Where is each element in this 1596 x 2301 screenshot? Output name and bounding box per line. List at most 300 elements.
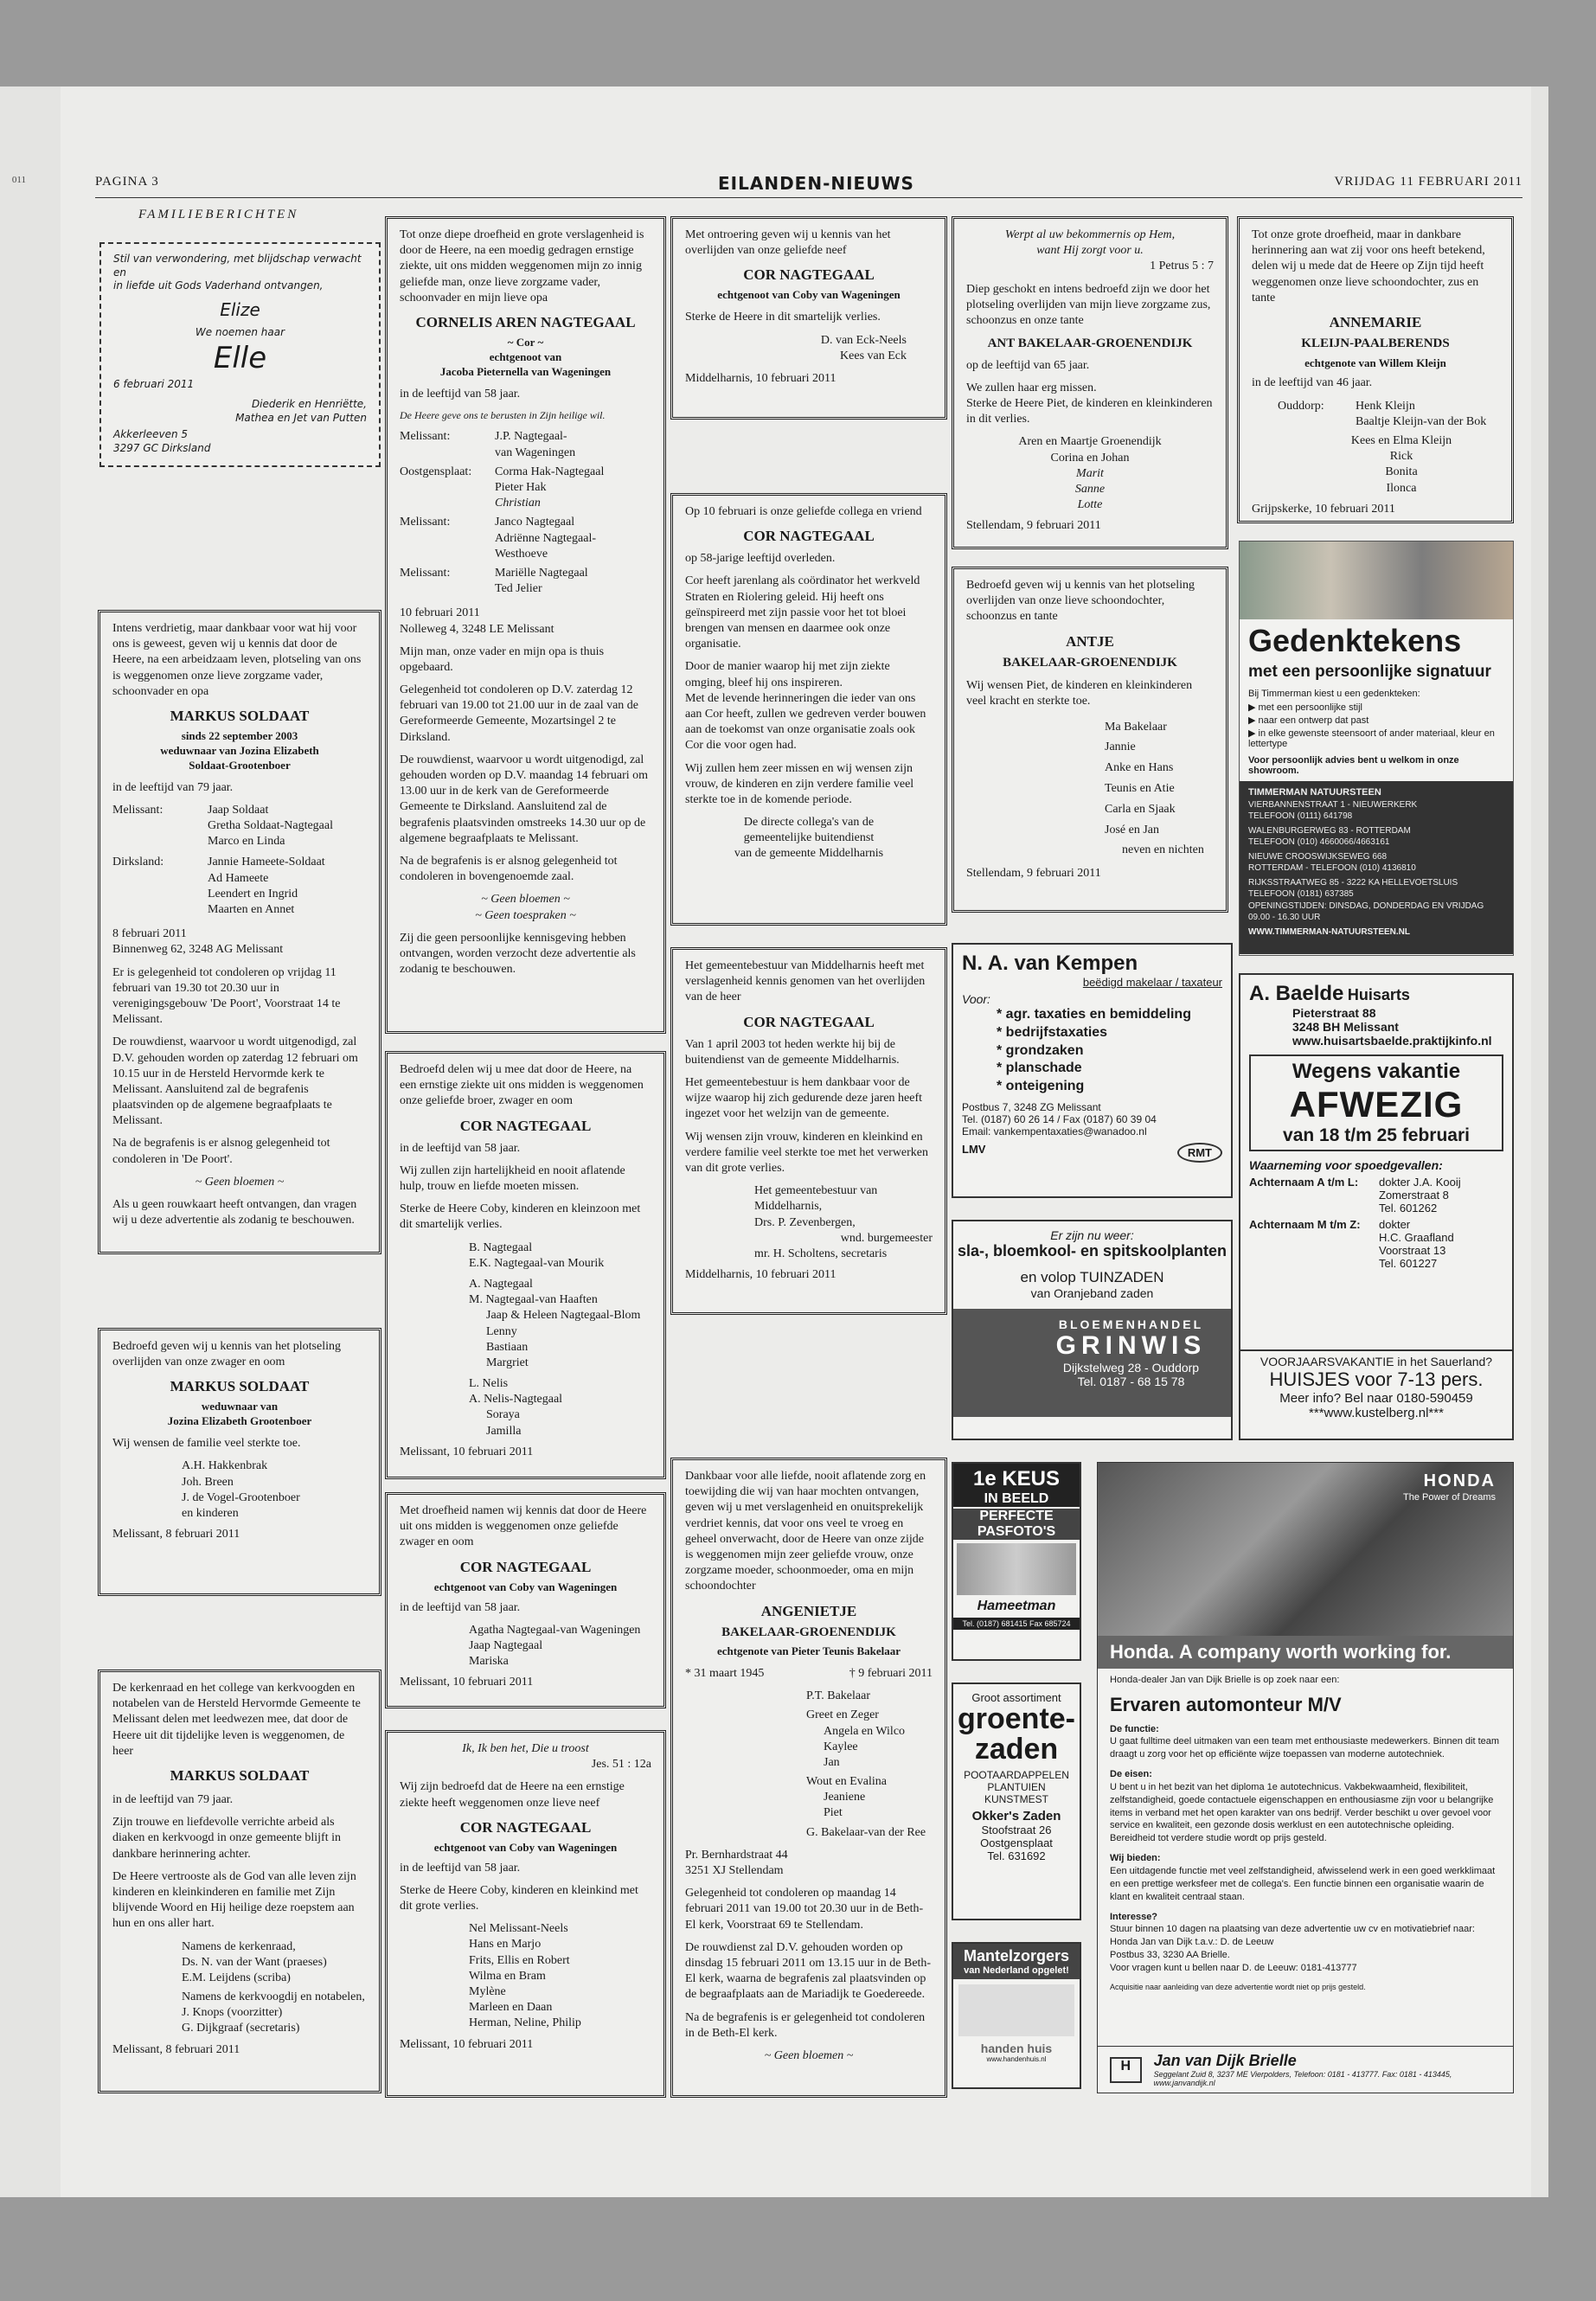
- age: in de leeftijd van 58 jaar.: [400, 387, 521, 401]
- address: 3297 GC Dirksland: [113, 441, 211, 454]
- signatory: B. Nagtegaal: [469, 1240, 533, 1254]
- date: Melissant, 10 februari 2011: [400, 1676, 534, 1689]
- notice: Als u geen rouwkaart heeft ontvangen, dan vragen wij u deze advertentie als zodanig te beschouwen.: [112, 1198, 357, 1227]
- no-flowers: ~ Geen bloemen ~: [195, 1175, 285, 1189]
- date: 8 februari 2011: [112, 927, 187, 941]
- signatory: van de gemeente Middelharnis: [734, 847, 884, 861]
- obituary-bakelaar-family: [670, 1458, 947, 2098]
- tribute: Door de manier waarop hij met zijn ziekte omging, bleef hij ons inspireren.: [685, 660, 890, 689]
- replacement-label: Waarneming voor spoedgevallen:: [1249, 1158, 1443, 1172]
- relative: Ted Jelier: [495, 582, 542, 596]
- signatory: mr. H. Scholtens, secretaris: [754, 1247, 888, 1260]
- verse: Werpt al uw bekommernis op Hem,: [1004, 228, 1176, 241]
- wish: Sterke de Heere Coby, kinderen en kleinzoon met dit smartelijk verlies.: [400, 1202, 641, 1232]
- address: Pieterstraat 88: [1292, 1006, 1376, 1020]
- relative: Ad Hameete: [208, 871, 269, 885]
- signatory: Soraya: [486, 1408, 520, 1422]
- age: op 58-jarige leeftijd overleden.: [685, 552, 836, 566]
- signatory: Namens de kerkenraad,: [182, 1939, 296, 1953]
- no-speeches: ~ Geen toespraken ~: [475, 908, 576, 922]
- phone: TELEFOON (0111) 641798: [1248, 811, 1353, 822]
- wish: Wij zullen hem zeer missen en wij wensen zijn vrouw, de kinderen en zijn verdere familie veel sterkte toe in de komende periode.: [685, 761, 914, 806]
- product: KUNSTMEST: [984, 1793, 1048, 1806]
- intro-text: Intens verdrietig, maar dankbaar voor wat hij voor ons is geweest, geven wij u kennis dat door de Heere, na een arbeidzaam leven, plotseling van ons is weggenomen onze lieve zorgzame vader, schoonvader en opa: [112, 622, 362, 698]
- address: Stoofstraat 26: [981, 1823, 1052, 1837]
- deceased-name: ANGENIETJE: [760, 1602, 857, 1619]
- signatory: A.H. Hakkenbrak: [182, 1459, 268, 1473]
- relative: Adriënne Nagtegaal-: [495, 531, 596, 545]
- signatory: Kees van Eck: [840, 349, 907, 362]
- relative: Gretha Soldaat-Nagtegaal: [208, 819, 333, 833]
- service-info: De rouwdienst, waarvoor u wordt uitgenodigd, zal D.V. gehouden worden op zaterdag 12 februari om 10.15 uur in de Hersteld Hervormde kerk te Melissant. Aansluitend zal de begrafenis plaatsvinden op de algemene begraafplaats te Melissant.: [112, 1035, 358, 1128]
- brand-name: Hameetman: [977, 1599, 1056, 1613]
- ad-text: Honda-dealer Jan van Dijk Brielle is op zoek naar een:: [1110, 1675, 1340, 1685]
- ad-text: VOORJAARSVAKANTIE in het Sauerland?: [1259, 1355, 1493, 1368]
- age: in de leeftijd van 58 jaar.: [400, 1141, 521, 1155]
- address: Akkerleeven 5: [113, 428, 189, 441]
- date: Melissant, 10 februari 2011: [400, 1445, 534, 1458]
- phone: Meer info? Bel naar 0180-590459: [1279, 1391, 1473, 1406]
- phone: Tel. (0187) 60 26 14 / Fax (0187) 60 39 04: [962, 1112, 1157, 1125]
- phone: Tel. 631692: [987, 1849, 1046, 1863]
- ad-text: Er zijn nu weer:: [1050, 1228, 1134, 1242]
- intro-text: Met ontroering geven wij u kennis van het overlijden van onze geliefde neef: [685, 228, 891, 258]
- deceased-name: MARKUS SOLDAAT: [170, 1378, 310, 1395]
- no-flowers: ~ Geen bloemen ~: [481, 893, 570, 907]
- deceased-name: COR NAGTEGAAL: [459, 1117, 592, 1134]
- date: Grijpskerke, 10 februari 2011: [1252, 502, 1395, 516]
- ad-pasfotos: [952, 1462, 1081, 1661]
- signatory: Herman, Neline, Philip: [469, 2016, 581, 2030]
- relative: Janco Nagtegaal: [495, 516, 575, 529]
- ad-bullet: naar een ontwerp dat past: [1258, 715, 1369, 726]
- parents: Mathea en Jet van Putten: [235, 411, 367, 424]
- intro-text: Bedroefd geven wij u kennis van het plotseling overlijden van onze zwager en oom: [112, 1340, 341, 1369]
- obituary-nagtegaal-siblings: [385, 1051, 666, 1479]
- condolence-info: Er is gelegenheid tot condoleren op vrijdag 11 februari van 19.30 tot 20.30 uur in verenigingsgebouw 'De Poort', Voorstraat 14 te Melissant.: [112, 965, 341, 1027]
- signatory: Frits, Ellis en Robert: [469, 1953, 570, 1967]
- signatory: Lenny: [486, 1324, 517, 1338]
- relative: Pieter Hak: [495, 481, 547, 495]
- wish: Wij wensen Piet, de kinderen en kleinkinderen veel kracht en sterkte toe.: [966, 679, 1193, 708]
- phone: Tel. 601227: [1379, 1257, 1438, 1270]
- birth-line: in liefde uit Gods Vaderhand ontvangen,: [113, 279, 324, 292]
- signatory: neven en nichten: [1122, 843, 1204, 857]
- age: in de leeftijd van 79 jaar.: [112, 1793, 234, 1807]
- signatory: Lotte: [1077, 498, 1103, 512]
- wish: Sterke de Heere Piet, de kinderen en kleinkinderen in dit verlies.: [966, 397, 1213, 426]
- tribute: We zullen haar erg missen.: [966, 381, 1097, 394]
- signatory: Namens de kerkvoogdij en notabelen,: [182, 1990, 365, 2004]
- notice: Zij die geen persoonlijke kennisgeving hebben ontvangen, worden verzocht deze advertentie als zodanig te beschouwen.: [400, 931, 636, 977]
- deceased-name: COR NAGTEGAAL: [459, 1558, 592, 1575]
- brand-name: handen huis: [980, 2041, 1053, 2055]
- address: Nolleweg 4, 3248 LE Melissant: [400, 622, 554, 636]
- intro-text: Bedroefd delen wij u mee dat door de Heere, na een ernstige ziekte uit ons midden is weggenomen onze geliefde broer, zwager en oom: [400, 1063, 644, 1108]
- age: in de leeftijd van 58 jaar.: [400, 1861, 521, 1875]
- relative: Marco en Linda: [208, 835, 285, 849]
- intro-text: Het gemeentebestuur van Middelharnis heeft met verslagenheid kennis genomen van het overlijden van de heer: [685, 959, 926, 1004]
- masthead: EILANDEN-NIEUWS: [718, 173, 914, 194]
- email: Email: vankempentaxaties@wanadoo.nl: [962, 1125, 1147, 1138]
- relative: J.P. Nagtegaal-: [495, 430, 567, 444]
- phone: Tel. 0187 - 68 15 78: [1077, 1375, 1185, 1388]
- signatory: Agatha Nagtegaal-van Wageningen: [469, 1623, 641, 1637]
- lmv-logo: LMV: [962, 1142, 986, 1156]
- parents: Diederik en Henriëtte,: [251, 398, 367, 411]
- detail-line: Soldaat-Grootenboer: [189, 758, 291, 772]
- relative: Henk Kleijn: [1356, 399, 1415, 413]
- obituary-soldaat-church: [98, 1670, 381, 2093]
- ad-text: Een uitdagende functie met veel zelfstandigheid, afwisselend werk in een goed werkklimaat en een prettige werksfeer met de collega's. Een functie binnen een organisatie waarin de klant en kwaliteit centraal staan.: [1110, 1865, 1496, 1902]
- brand-name: TIMMERMAN NATUURSTEEN: [1248, 787, 1381, 798]
- ad-headline: zaden: [974, 1733, 1059, 1766]
- signatory: Drs. P. Zevenbergen,: [754, 1215, 856, 1229]
- obituary-nagtegaal-cousins: [385, 1730, 666, 2098]
- section-title: FAMILIEBERICHTEN: [138, 208, 299, 221]
- signatory: Angela en Wilco: [824, 1724, 906, 1738]
- bullet-icon: ▶: [1248, 728, 1259, 739]
- relatives: [400, 429, 651, 460]
- website: www.handenhuis.nl: [986, 2055, 1047, 2063]
- place: Dirksland:: [112, 856, 164, 869]
- brand-name: GRINWIS: [1055, 1331, 1207, 1360]
- edge-text: 011: [11, 175, 26, 185]
- after-info: Na de begrafenis is er gelegenheid tot condoleren in de Beth-El kerk.: [685, 2010, 926, 2040]
- address: NIEUWE CROOSWIJKSEWEG 668: [1248, 851, 1388, 862]
- birth-line: Stil van verwondering, met blijdschap verwacht en: [113, 253, 362, 279]
- ad-text: U bent u in het bezit van het diploma 1e autotechnicus. Vakbekwaamheid, flexibiliteit, zelfstandigheid, goede contactuele eigenschappen en enthousiasme zijn voor u belangrijke items in verband met het open karakter van ons bedrijf. Verder beschikt u over gevoel voor service en kwaliteit, een gezonde dosis werklust en een autotechnische opleiding. Bereidheid tot verdere studie wordt op prijs gesteld.: [1110, 1781, 1494, 1844]
- signatory: Het gemeentebestuur van: [754, 1184, 878, 1198]
- place: Oostgensplaat:: [400, 465, 472, 478]
- detail-line: echtgenoot van Coby van Wageningen: [433, 1580, 618, 1593]
- ad-headline: 1e KEUS: [953, 1464, 1080, 1491]
- signatory: Nel Melissant-Neels: [469, 1922, 568, 1936]
- address: Oostgensplaat: [980, 1836, 1053, 1850]
- intro-text: Diep geschokt en intens bedroefd zijn we door het plotseling overlijden van mijn lieve zorgzame zus, schoonzus en onze tante: [966, 282, 1211, 327]
- phone: TELEFOON (010) 4660066/4663161: [1248, 837, 1390, 848]
- deceased-name: ANNEMARIE: [1329, 313, 1422, 330]
- ad-text: Stuur binnen 10 dagen na plaatsing van deze advertentie uw cv en motivatiebrief naar: Honda Jan van Dijk t.a.v.: D. de Leeuw: [1110, 1924, 1475, 1948]
- relative: Westhoeve: [495, 547, 548, 561]
- relative: Bonita: [1385, 465, 1418, 479]
- ad-label: Voor:: [962, 992, 990, 1006]
- signatory: Marit: [1076, 466, 1104, 480]
- baby-nickname: Elle: [213, 341, 267, 376]
- address: Dijkstelweg 28 - Ouddorp: [1062, 1361, 1200, 1375]
- after-info: Na de begrafenis is er alsnog gelegenheid tot condoleren in bovengenoemde zaal.: [400, 854, 618, 884]
- signatory: J. Knops (voorzitter): [182, 2006, 283, 2020]
- opening-hours: 09.00 - 16.30 UUR: [1248, 913, 1321, 923]
- rmt-logo: RMT: [1177, 1143, 1222, 1163]
- section-heading: Interesse?: [1110, 1911, 1158, 1922]
- place: Melissant:: [400, 516, 451, 529]
- verse: Ik, Ik ben het, Die u troost: [462, 1742, 589, 1755]
- address: Pr. Bernhardstraat 44: [685, 1848, 788, 1862]
- ad-headline: groente-: [958, 1702, 1075, 1735]
- intro-text: Op 10 februari is onze geliefde collega en vriend: [685, 505, 922, 518]
- deceased-name: COR NAGTEGAAL: [743, 266, 875, 284]
- deceased-surname: BAKELAAR-GROENENDIJK: [721, 1625, 896, 1639]
- after-info: Na de begrafenis is er alsnog gelegenheid tot condoleren in 'De Poort'.: [112, 1137, 330, 1166]
- phone: ROTTERDAM - TELEFOON (010) 4136810: [1248, 863, 1416, 874]
- intro-text: Wij zijn bedroefd dat de Heere na een ernstige ziekte heeft weggenomen onze lieve neef: [400, 1780, 625, 1810]
- age: in de leeftijd van 79 jaar.: [112, 780, 234, 794]
- intro-text: Met droefheid namen wij kennis dat door de Heere uit ons midden is weggenomen onze geliefde zwager en oom: [400, 1504, 647, 1549]
- detail-line: echtgenote van Willem Kleijn: [1304, 356, 1446, 369]
- bullet-icon: ▶: [1248, 702, 1259, 713]
- ad-sauerland: [1239, 1349, 1514, 1440]
- relative: Christian: [495, 497, 541, 510]
- obituary-nagtegaal-family: [385, 216, 666, 1034]
- service-item: planschade: [1005, 1061, 1082, 1076]
- birth-date: 6 februari 2011: [113, 377, 195, 390]
- date: Melissant, 8 februari 2011: [112, 1528, 240, 1541]
- relative: Rick: [1389, 450, 1413, 464]
- verse: De Heere geve ons te berusten in Zijn heilige wil.: [400, 408, 606, 421]
- relative: Maarten en Annet: [208, 903, 295, 917]
- detail-line: echtgenoot van Coby van Wageningen: [717, 288, 901, 302]
- ad-headline: Mantelzorgers: [953, 1944, 1080, 1965]
- wish: Sterke de Heere in dit smartelijk verlies.: [685, 311, 881, 324]
- signatory: Joh. Breen: [182, 1475, 234, 1489]
- signatory: Marleen en Daan: [469, 2001, 553, 2015]
- signatory: José en Jan: [1105, 823, 1159, 836]
- condolence-info: Gelegenheid tot condoleren op maandag 14 februari 2011 van 19.00 tot 20.30 uur in de Beth-El kerk, Voorstraat 69 te Stellendam.: [685, 1887, 924, 1932]
- ad-okker: [952, 1682, 1081, 1920]
- intro-text: De kerkenraad en het college van kerkvoogden en notabelen van de Hersteld Hervormde Gemeente te Melissant delen met leedwezen mee, dat door de Heere uit dit tijdelijke leven is weggenomen, de heer: [112, 1682, 361, 1758]
- tribute: Zijn trouwe en liefdevolle verrichte arbeid als diaken en kerkvoogd in onze gemeente blijft in dankbare herinnering achter.: [112, 1816, 341, 1861]
- honda-h-icon: H: [1110, 2057, 1142, 2083]
- ad-subtitle: met een persoonlijke signatuur: [1248, 663, 1491, 681]
- relative: van Wageningen: [495, 445, 576, 459]
- address: Binnenweg 62, 3248 AG Melissant: [112, 943, 284, 957]
- ad-subtitle: beëdigd makelaar / taxateur: [1082, 976, 1222, 989]
- disclaimer: Acquisitie naar aanleiding van deze advertentie wordt niet op prijs gesteld.: [1110, 1982, 1366, 1991]
- honda-emblem-photo: [1098, 1463, 1513, 1636]
- death-date: † 9 februari 2011: [849, 1666, 933, 1680]
- detail-line: Jacoba Pieternella van Wageningen: [439, 364, 612, 378]
- deceased-name: ANT BAKELAAR-GROENENDIJK: [987, 336, 1193, 351]
- section-heading: De eisen:: [1110, 1769, 1152, 1780]
- signatory: Mariska: [469, 1655, 509, 1669]
- signatory: en kinderen: [182, 1507, 239, 1520]
- dealer-name: Jan van Dijk Brielle: [1153, 2052, 1297, 2069]
- signatory: Mylène: [469, 1985, 506, 1999]
- signatory: A. Nelis-Nagtegaal: [469, 1393, 563, 1407]
- signatory: Sanne: [1074, 482, 1106, 496]
- signatory: Jaap & Heleen Nagtegaal-Blom: [486, 1309, 641, 1323]
- signatory: Jamilla: [486, 1424, 522, 1438]
- signatory: A. Nagtegaal: [469, 1277, 533, 1291]
- phone: Voor vragen kunt u bellen naar D. de Leeuw: 0181-413777: [1110, 1962, 1357, 1973]
- tribute: De Heere vertrooste als de God van alle leven zijn kinderen en kleinkinderen en familie met Zijn blijvende Woord en Hij heilige deze roepstem aan hun en ons aller hart.: [112, 1869, 356, 1931]
- range-label: Achternaam A t/m L:: [1249, 1176, 1359, 1189]
- date: Stellendam, 9 februari 2011: [966, 867, 1101, 881]
- doctor-name: dokter: [1379, 1218, 1411, 1231]
- deceased-name: MARKUS SOLDAAT: [170, 707, 310, 724]
- signatory: Jeaniene: [824, 1791, 866, 1804]
- signatory: Corina en Johan: [1050, 451, 1130, 465]
- service-item: grondzaken: [1005, 1042, 1084, 1058]
- ad-body-text: [958, 1984, 1074, 2036]
- relative: Jannie Hameete-Soldaat: [208, 856, 325, 869]
- relative: Corma Hak-Nagtegaal: [495, 465, 605, 478]
- tribute: Met de levende herinneringen die ieder van ons aan Cor heeft, zullen we gedreven verder bouwen aan de toekomst van onze organisatie zoals ook Cor die voor ogen had.: [685, 691, 926, 753]
- ad-headline: sla-, bloemkool- en spitskoolplanten: [957, 1242, 1227, 1259]
- intro-text: Bedroefd geven wij u kennis van het plotseling overlijden van onze lieve schoondochter, schoonzus en tante: [966, 579, 1195, 624]
- obituary-nagtegaal-municipality: [670, 947, 947, 1315]
- relatives: [400, 566, 651, 597]
- signatory: E.K. Nagtegaal-van Mourik: [469, 1256, 605, 1270]
- product: PLANTUIEN: [987, 1781, 1046, 1794]
- condolence-info: Gelegenheid tot condoleren op D.V. zaterdag 12 februari van 19.00 tot 21.00 uur in de zaal van de Gereformeerde Gemeente, Mozartsingel 2 te Dirksland.: [400, 683, 639, 744]
- ad-grinwis: [952, 1220, 1233, 1440]
- ad-text: en volop TUINZADEN: [1020, 1269, 1164, 1285]
- age: op de leeftijd van 65 jaar.: [966, 358, 1090, 372]
- place: Melissant:: [400, 430, 451, 444]
- address: Postbus 33, 3230 AA Brielle.: [1110, 1950, 1230, 1961]
- age: in de leeftijd van 46 jaar.: [1252, 376, 1373, 390]
- signatory: Piet: [824, 1806, 843, 1820]
- signatory: Jan: [824, 1755, 840, 1769]
- signatory: D. van Eck-Neels: [820, 333, 907, 347]
- relatives: [1252, 399, 1499, 430]
- signatory: Jaap Nagtegaal: [469, 1638, 543, 1652]
- laid-out-info: Mijn man, onze vader en mijn opa is thuis opgebaard.: [400, 644, 605, 674]
- deceased-name: COR NAGTEGAAL: [743, 1013, 875, 1030]
- signatory: G. Bakelaar-van der Ree: [806, 1825, 926, 1839]
- website: WWW.TIMMERMAN-NATUURSTEEN.NL: [1248, 926, 1411, 937]
- deceased-name: COR NAGTEGAAL: [459, 1818, 592, 1836]
- brand-name: Okker's Zaden: [971, 1809, 1061, 1824]
- detail-line: sinds 22 september 2003: [181, 729, 298, 743]
- section-heading: Wij bieden:: [1110, 1853, 1161, 1864]
- job-title: Ervaren automonteur M/V: [1110, 1693, 1342, 1715]
- signatory: L. Nelis: [469, 1377, 509, 1391]
- relatives: [112, 803, 367, 850]
- relative: Jaap Soldaat: [208, 803, 269, 817]
- wish: Wij wensen de familie veel sterkte toe.: [112, 1437, 301, 1451]
- place: Melissant:: [400, 566, 451, 580]
- deceased-name: COR NAGTEGAAL: [743, 528, 875, 545]
- place: Melissant:: [112, 803, 163, 817]
- signatory: Wilma en Bram: [469, 1969, 546, 1983]
- gravestones-photo: [1240, 542, 1513, 619]
- detail-line: echtgenoot van: [489, 349, 562, 363]
- date: Stellendam, 9 februari 2011: [966, 519, 1101, 533]
- age: in de leeftijd van 58 jaar.: [400, 1600, 521, 1614]
- ad-timmerman: [1239, 541, 1514, 956]
- signatory: Kaylee: [824, 1740, 858, 1753]
- relative: Leendert en Ingrid: [208, 887, 298, 901]
- obituary-nagtegaal-inlaws: [385, 1492, 666, 1708]
- doctor-name: H.C. Graafland: [1379, 1231, 1454, 1244]
- ad-title: A. Baelde: [1249, 982, 1344, 1005]
- tribute: Wij zullen zijn hartelijkheid en nooit aflatende hulp, trouw en liefde moeten missen.: [400, 1163, 625, 1194]
- ad-text: Bij Timmerman kiest u een gedenkteken:: [1248, 689, 1420, 699]
- deceased-surname: KLEIJN-PAALBERENDS: [1301, 336, 1450, 351]
- signatory: G. Dijkgraaf (secretaris): [182, 2022, 300, 2035]
- service-item: bedrijfstaxaties: [1005, 1024, 1108, 1040]
- ad-headline: PERFECTE: [953, 1509, 1080, 1524]
- address: 3251 XJ Stellendam: [685, 1864, 784, 1878]
- ad-text: van Oranjeband zaden: [1030, 1286, 1154, 1300]
- page-header: [95, 173, 1522, 198]
- page-number: PAGINA 3: [95, 175, 159, 189]
- relatives: [400, 465, 651, 512]
- deceased-name: MARKUS SOLDAAT: [170, 1766, 310, 1784]
- service-item: agr. taxaties en bemiddeling: [1005, 1007, 1191, 1022]
- obituary-bakelaar-siblings: [952, 216, 1228, 549]
- service-info: De rouwdienst, waarvoor u wordt uitgenodigd, zal gehouden worden op D.V. maandag 14 februari om 13.00 uur in de kerk van de Gereformeerde Gemeente te Dirksland. Aansluitend zal de begrafenis plaatsvinden omstreeks 14.30 uur op de algemene begraafplaats te Melissant.: [400, 753, 649, 845]
- tribute: Het gemeentebestuur is hem dankbaar voor de wijze waarop hij zich gedurende deze jaren heeft ingezet voor het welzijn van de gemeente.: [685, 1076, 923, 1121]
- address: Postbus 7, 3248 ZG Melissant: [962, 1100, 1101, 1113]
- relatives: [112, 855, 367, 918]
- adjacent-page-edge: [0, 173, 26, 188]
- relative: Mariëlle Nagtegaal: [495, 566, 588, 580]
- signatory: gemeentelijke buitendienst: [743, 831, 875, 845]
- address: RIJKSSTRAATWEG 85 - 3222 KA HELLEVOETSLUIS: [1248, 877, 1458, 888]
- relative: Kees en Elma Kleijn: [1350, 433, 1452, 447]
- ad-text: Groot assortiment: [971, 1691, 1061, 1704]
- signatory: Middelharnis,: [754, 1200, 823, 1214]
- detail-line: weduwnaar van Jozina Elizabeth: [160, 743, 319, 757]
- birth-line: We noemen haar: [195, 325, 285, 338]
- website: www.huisartsbaelde.praktijkinfo.nl: [1292, 1034, 1492, 1048]
- signatory: Anke en Hans: [1105, 761, 1174, 775]
- detail-line: echtgenoot van Coby van Wageningen: [433, 1840, 618, 1854]
- relative: Baaltje Kleijn-van der Bok: [1356, 414, 1487, 428]
- ad-title: N. A. van Kempen: [962, 952, 1138, 975]
- birth-announcement: [99, 242, 381, 467]
- tribute: Cor heeft jarenlang als coördinator het werkveld Straten en Riolering geleid. Hij heeft ons geïnspireerd met zijn passie voor het tot bloei brengen van mensen en daarmee ook onze organisatie.: [685, 574, 920, 651]
- address: 3248 BH Melissant: [1292, 1020, 1399, 1034]
- phone: Tel. (0187) 681415 Fax 685724: [953, 1618, 1080, 1630]
- ad-van-kempen: N. A. van Kempen beëdigd makelaar / taxateur Voor: * agr. taxaties en bemiddeling * bedrijfstaxaties * grondzaken * planschade * onteigening Postbus 7, 3248 ZG Melissant Tel. (0187) 60 26 14 / Fax (0187) 60 39 04 Email: vankempentaxaties@wanadoo.nl LMV RMT: [952, 943, 1233, 1198]
- range-label: Achternaam M t/m Z:: [1249, 1218, 1361, 1231]
- signatory: Aren en Maartje Groenendijk: [1018, 435, 1162, 449]
- signatory: Ma Bakelaar: [1105, 720, 1167, 734]
- ad-title: Huisarts: [1347, 986, 1410, 1003]
- bullet-icon: ▶: [1248, 715, 1259, 726]
- intro-text: Tot onze diepe droefheid en grote verslagenheid is door de Heere, na een moedig gedragen ernstige ziekte, uit ons midden weggenomen mijn zo innig geliefde man, onze lieve zorgzame vader, schoonvader en mijn lieve opa: [400, 228, 644, 304]
- ad-text: U gaat fulltime deel uitmaken van een team met enthousiaste medewerkers. Binnen dit team draagt u zorg voor het op efficiënte wijze toepassen van moderne autotechniek.: [1110, 1736, 1500, 1760]
- ad-headline: IN BEELD: [953, 1491, 1080, 1507]
- ad-title: Gedenktekens: [1248, 623, 1462, 658]
- signatory: Bastiaan: [486, 1340, 529, 1354]
- verse-reference: 1 Petrus 5 : 7: [1150, 260, 1214, 273]
- phone: TELEFOON (0181) 637385: [1248, 889, 1354, 900]
- ad-honda: [1097, 1462, 1514, 2093]
- signatory: Hans en Marjo: [469, 1938, 542, 1952]
- detail-line: echtgenote van Pieter Teunis Bakelaar: [716, 1644, 901, 1658]
- signatory: M. Nagtegaal-van Haaften: [469, 1293, 598, 1307]
- deceased-name: CORNELIS AREN NAGTEGAAL: [415, 313, 636, 330]
- date: Melissant, 10 februari 2011: [400, 2037, 534, 2051]
- signatory: J. de Vogel-Grootenboer: [182, 1490, 300, 1504]
- obituary-nagtegaal-colleagues: [670, 493, 947, 926]
- signatory: Teunis en Atie: [1105, 781, 1175, 795]
- deceased-name: ANTJE: [1066, 632, 1114, 650]
- ad-cta: Voor persoonlijk advies bent u welkom in onze showroom.: [1248, 755, 1459, 776]
- intro-text: Dankbaar voor alle liefde, nooit aflatende zorg en toewijding die wij van haar mochten ontvangen, geven wij u met verslagenheid en onuitsprekelijk verdriet kennis, dat voor ons veel te vroeg en geheel onverwacht, door de Heere van onze zijde is weggenomen mijn zeer geliefde vrouw, onze zorgzame moeder, schoonmoeder, oma en mijn schoondochter: [685, 1470, 926, 1593]
- verse: want Hij zorgt voor u.: [1036, 244, 1144, 258]
- slogan: Honda. A company worth working for.: [1098, 1636, 1513, 1669]
- place: Ouddorp:: [1278, 399, 1324, 413]
- deceased-surname: BAKELAAR-GROENENDIJK: [1003, 655, 1177, 670]
- tribute: Van 1 april 2003 tot heden werkte hij bij de buitendienst van de gemeente Middelharnis.: [685, 1037, 900, 1067]
